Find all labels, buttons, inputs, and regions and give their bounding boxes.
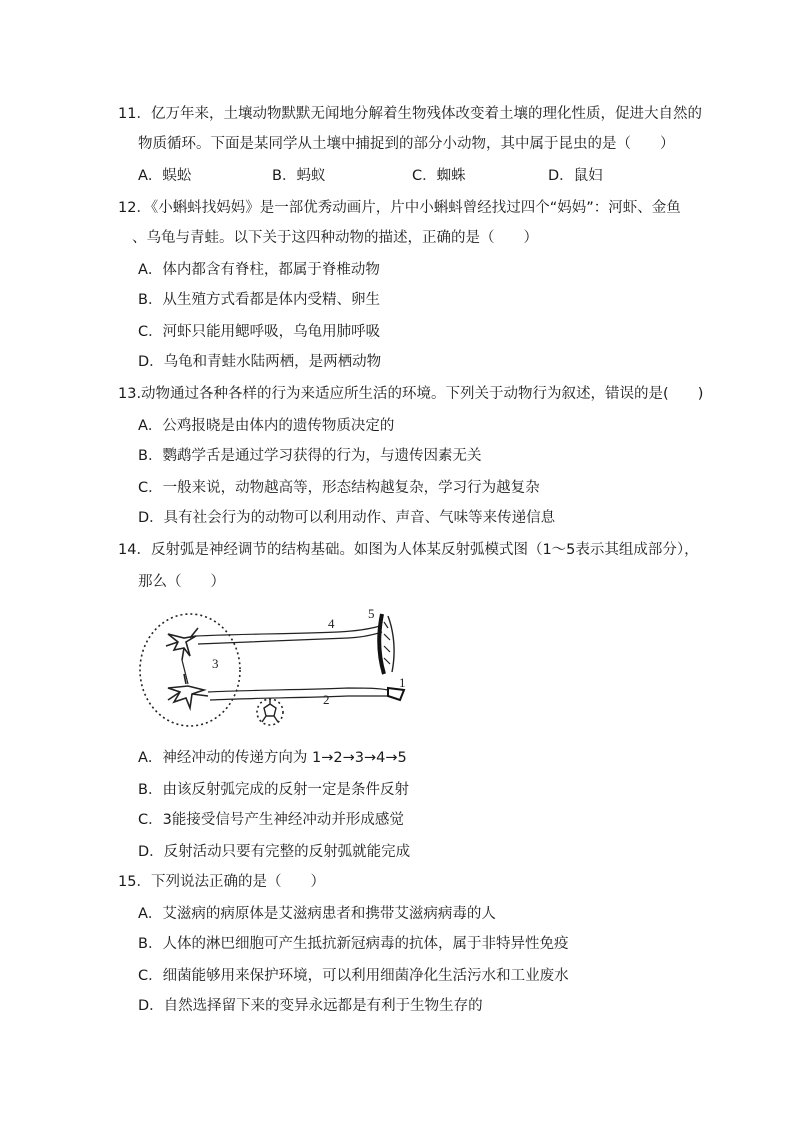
q13-option-a: A．公鸡报晓是由体内的遗传物质决定的 (138, 418, 395, 434)
q15-option-d: D．自然选择留下来的变异永远都是有利于生物生存的 (138, 998, 483, 1014)
q13-option-b: B．鹦鹉学舌是通过学习获得的行为，与遗传因素无关 (138, 448, 482, 464)
q14-option-c: C．3能接受信号产生神经冲动并形成感觉 (138, 812, 404, 828)
q14-option-d: D．反射活动只要有完整的反射弧就能完成 (138, 844, 411, 860)
q14-stem-line1: 14．反射弧是神经调节的结构基础。如图为人体某反射弧模式图（1～5表示其组成部分）， (118, 542, 699, 558)
q11-stem-line2: 物质循环。下面是某同学从土壤中捕捉到的部分小动物，其中属于昆虫的是（ ） (138, 136, 675, 152)
afferent-nerve-2 (208, 688, 388, 692)
effector-5 (379, 614, 384, 674)
q15-option-c: C．细菌能够用来保护环境，可以利用细菌净化生活污水和工业废水 (138, 968, 569, 984)
neuron-lower-icon (168, 674, 208, 708)
diagram-label-1: 1 (399, 675, 406, 690)
reflex-arc-diagram (138, 604, 428, 730)
q13-option-d: D．具有社会行为的动物可以利用动作、声音、气味等来传递信息 (138, 510, 556, 526)
q12-stem-line1: 12．《小蝌蚪找妈妈》是一部优秀动画片，片中小蝌蚪曾经找过四个“妈妈”：河虾、金鱼 (118, 200, 681, 216)
q13-option-c: C．一般来说，动物越高等，形态结构越复杂，学习行为越复杂 (138, 480, 540, 496)
q11-option-d: D．鼠妇 (548, 168, 603, 184)
ganglion-neuron-icon (262, 698, 278, 722)
q15-option-a: A．艾滋病的病原体是艾滋病患者和携带艾滋病病毒的人 (138, 906, 496, 922)
q14-stem-line2: 那么（ ） (138, 574, 225, 590)
q12-option-a: A．体内都含有脊柱，都属于脊椎动物 (138, 262, 380, 278)
diagram-label-3: 3 (212, 656, 219, 671)
diagram-label-4: 4 (328, 616, 335, 631)
q11-option-c: C．蜘蛛 (412, 168, 466, 184)
q11-stem-line1: 11．亿万年来，土壤动物默默无闻地分解着生物残体改变着土壤的理化性质，促进大自然的 (118, 106, 702, 122)
q14-option-b: B．由该反射弧完成的反射一定是条件反射 (138, 782, 409, 798)
q13-stem-line1: 13.动物通过各种各样的行为来适应所生活的环境。下列关于动物行为叙述，错误的是( ) (118, 386, 704, 402)
q11-option-b: B．蚂蚁 (272, 168, 326, 184)
q12-option-c: C．河虾只能用鳃呼吸，乌龟用肺呼吸 (138, 324, 381, 340)
neuron-upper-icon (166, 628, 198, 660)
q12-option-d: D．乌龟和青蛙水陆两栖，是两栖动物 (138, 354, 382, 370)
q12-option-b: B．从生殖方式看都是体内受精、卵生 (138, 292, 380, 308)
q15-option-b: B．人体的淋巴细胞可产生抵抗新冠病毒的抗体，属于非特异性免疫 (138, 936, 569, 952)
q15-stem-line1: 15．下列说法正确的是（ ） (118, 874, 325, 890)
diagram-label-2: 2 (323, 692, 330, 707)
q12-stem-line2: 、乌龟与青蛙。以下关于这四种动物的描述，正确的是（ ） (132, 230, 538, 246)
q14-option-a: A．神经冲动的传递方向为 1→2→3→4→5 (138, 750, 407, 766)
diagram-label-5: 5 (368, 606, 375, 621)
q11-option-a: A．蜈蚣 (138, 168, 192, 184)
